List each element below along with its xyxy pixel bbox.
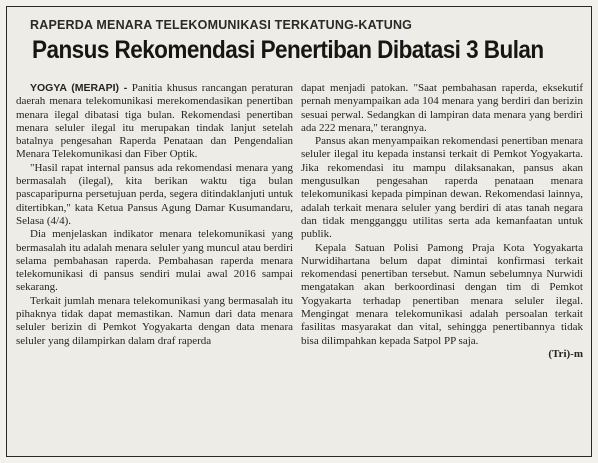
dateline: YOGYA (MERAPI) - [30, 82, 128, 94]
paragraph-3: Dia menjelaskan indikator menara telekomunikasi yang bermasalah itu adalah menara seluler yang muncul atau berdiri selama pembahasan raperda. Pembahasan raperda menara telekomunikasi di pansus sendiri mulai awal 2016 sampai sekarang. [16, 228, 293, 294]
right-column [301, 82, 583, 361]
author-signature: (Tri)-m [548, 347, 583, 360]
left-column [16, 82, 293, 348]
paragraph-4: Terkait jumlah menara telekomunikasi yang bermasalah itu pihaknya tidak dapat memastikan. Namun dari data menara seluler berizin di Pemkot Yogyakarta dengan data menara seluler yang dilampirkan dalam draf raperda [16, 294, 293, 347]
article-kicker: RAPERDA MENARA TELEKOMUNIKASI TERKATUNG-KATUNG [30, 18, 413, 32]
paragraph-7: Kepala Satuan Polisi Pamong Praja Kota Yogyakarta Nurwidihartana belum dapat dimintai konfirmasi terkait rekomendasi penertiban tersebut. Namun sebelumnya Nurwidi mengatakan akan berkoordinasi dengan tim di Pemkot Yogyakarta terhadap penertiban menara seluler ilegal. Mengingat menara telekomunikasi adalah persoalan terkait fasilitas masyarakat dan vital, sehingga penertibannya tidak bisa dilimpahkan kepada Satpol PP saja. [301, 241, 583, 347]
article-headline: Pansus Rekomendasi Penertiban Dibatasi 3 Bulan [32, 36, 544, 64]
paragraph-5: dapat menjadi patokan. "Saat pembahasan raperda, eksekutif pernah menyampaikan ada 104 menara yang berdiri dan berizin sesuai perwal. Sedangkan di lampiran data menara yang berdiri ada 222 menara," terangnya. [301, 82, 583, 134]
paragraph-6: Pansus akan menyampaikan rekomendasi penertiban menara seluler ilegal itu kepada instansi terkait di Pemkot Yogyakarta. Jika rekomendasi itu mampu dilaksanakan, pansus akan mengusulkan pengesahan raperda penataan menara telekomunikasi kepada pimpinan dewan. Rekomendasi lainnya, adalah terkait menara seluler yang berdiri di atas tanah negara dan tidak mengganggu utilitas serta ada kemanfaatan untuk publik. [301, 135, 583, 241]
paragraph-1-text: Panitia khusus rancangan peraturan daerah menara telekomunikasi merekomendasikan penertiban menara ilegal dibatasi tiga bulan. Rekomendasi penertiban menara seluler ilegal itu merupakan tindak lanjut setelah batalnya pengesahan Raperda Penataan dan Pengendalian Menara Telekomunikasi dan Fiber Optik. [16, 82, 294, 161]
paragraph-2: "Hasil rapat internal pansus ada rekomendasi menara yang bermasalah (ilegal), kita berikan waktu tiga bulan pascaparipurna persetujuan perda, segera ditindaklanjuti untuk ditertibkan," kata Ketua Pansus Agung Damar Kusumandaru, Selasa (4/4). [16, 161, 293, 227]
paragraph-1 [16, 82, 293, 162]
